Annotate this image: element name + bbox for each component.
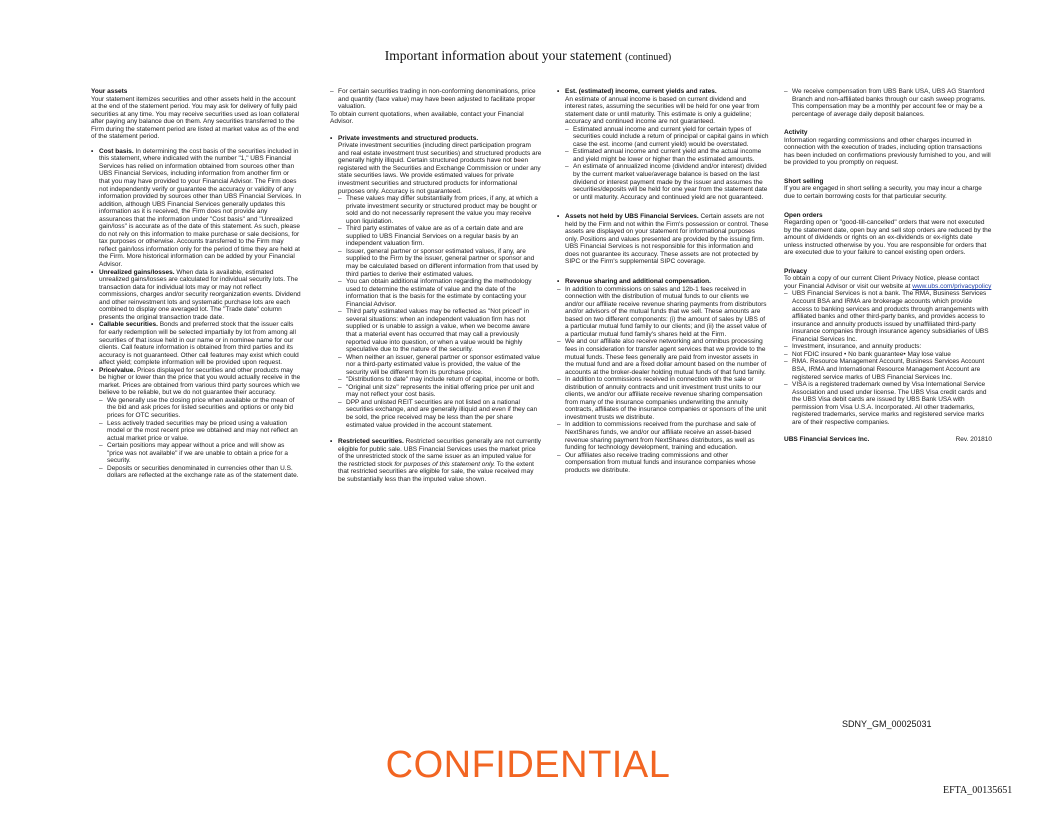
dash-item-price-3: – Certain positions may appear without a price and will show as "price was not available" if we are unable to obtain a price for a security. [99,442,301,465]
dash-item-privacy-3: – Not FDIC insured • No bank guarantee• May lose value [784,351,992,359]
bullet-estimated-income [557,88,769,201]
heading-activity: Activity [784,129,808,137]
heading-short-selling: Short selling [784,177,824,185]
bullet-unrealized [91,269,301,322]
section-activity [784,129,992,167]
paragraph-restricted-1: Restricted securities generally are not currently eligible for public sale. UBS Financial Services uses the market price of the unrestricted stock of the same issuer as an imputed value for the restricted stock [338,438,542,468]
bullet-assets-not-held [557,213,769,266]
confidential-stamp: CONFIDENTIAL [385,744,671,786]
heading-price-value: Price/value. [99,366,136,374]
section-open-orders [784,212,992,257]
dash-item-rev-4: – In addition to commissions received from the purchase and sale of NextShares funds, we and/or our affiliate receive an asset-based revenue sharing payment from NextShares distributors, as well as funding for technology development, training and education. [557,421,769,451]
paragraph-restricted-italic: for purposes of this statement only. [394,460,496,468]
section-short-selling [784,178,992,201]
dash-item-nonconforming: – For certain securities trading in non-conforming denominations, price and quantity (face value) may have been adjusted to facilitate proper valuation. [330,88,542,111]
column-3 [557,88,769,474]
dash-item-rev-2: – We and our affiliate also receive networking and omnibus processing fees in consideration for transfer agent services that we provide to the mutual funds. These fees generally are paid from investor assets in the mutual fund and are a fixed dollar amount based on the number of accounts at the broker-dealer holding mutual funds of that fund family. [557,338,769,376]
bullet-cost-basis [91,148,301,269]
dash-item-est-3: – An estimate of annualized income (dividend and/or interest) divided by the current market value/average balance is based on the last dividend or interest payment made by the issuer and assumes the securities/deposits will be held for one year from the statement date or until maturity. Accuracy and continued yield are not guaranteed. [565,163,769,201]
statement-footer [784,436,992,444]
dash-item-privacy-2: – Investment, insurance, and annuity products: [784,343,992,351]
heading-restricted: Restricted securities. [338,438,404,446]
paragraph-unrealized: When data is available, estimated unrealized gains/losses are calculated for individual security lots. The transaction data for individual lots may or may not reflect commissions, charges and/or security reorganization events. Dividend and other reinvestment lots and systematic purchase lots are each combined to display one averaged lot. The "Trade date" column presents the original transaction trade date. [99,268,301,321]
heading-revenue-sharing: Revenue sharing and additional compensation. [565,278,711,286]
page-title [0,48,1056,64]
revision-code: Rev. 201810 [955,436,992,444]
bullet-revenue-sharing [557,278,769,286]
heading-unrealized: Unrealized gains/losses. [99,268,175,276]
dash-item-est-2: – Estimated annual income and current yield and the actual income and yield might be lower or higher than the estimated amounts. [565,148,769,163]
bates-number: SDNY_GM_00025031 [842,719,932,729]
dash-item-private-6: – When neither an issuer, general partner or sponsor estimated value nor a third-party estimated value is provided, the value of the security will be different from its purchase price. [338,354,542,377]
page-title-continued: (continued) [625,52,672,63]
heading-callable: Callable securities. [99,321,158,329]
heading-assets-not-held: Assets not held by UBS Financial Services. [565,213,699,221]
dash-item-private-8: – "Original unit size" represents the initial offering price per unit and may not reflect your cost basis. [338,384,542,399]
dash-item-price-4: – Deposits or securities denominated in currencies other than U.S. dollars are reflected at the exchange rate as of the statement date. [99,465,301,480]
paragraph-activity: Information regarding commissions and other charges incurred in connection with the execution of trades, including option transactions has been included on confirmations previously furnished to you, and will be provided to you promptly on request. [784,136,991,167]
paragraph-assets-not-held: Certain assets are not held by the Firm and not within the Firm's possession or control. These assets are displayed on your statement for informational purposes only. Positions and values presented are provided by the issuing firm. UBS Financial Services is not responsible for this information and does not guarantee its accuracy. These assets are not protected by SIPC or the Firm's supplemental SIPC coverage. [565,213,769,266]
privacy-policy-link[interactable]: www.ubs.com/privacypolicy [912,282,992,290]
paragraph-price-value: Prices displayed for securities and other products may be higher or lower than the price that you would actually receive in the market. Prices are obtained from various third party sources which we believe to be reliable, but we do not guarantee their accuracy. [99,366,301,397]
column-2 [330,88,542,483]
firm-name: UBS Financial Services Inc. [784,436,870,444]
heading-estimated-income: Est. (estimated) income, current yields and rates. [565,88,717,95]
page-title-text: Important information about your statement [384,48,622,63]
dash-item-private-5: – Third party estimated values may be reflected as "Not priced" in several situations: when an independent valuation firm has not supplied or is unable to assign a value, when we become aware that a material event has occurred that may call a previously reported value into question, or when a value would be highly speculative due to the nature of the security. [338,308,542,353]
dash-item-rev-1: – In addition to commissions on sales and 12b-1 fees received in connection with the distribution of mutual funds to our clients we and/or our affiliate receive revenue sharing payments from distributors and/or advisors of the mutual funds that we sell. These amounts are based on two different components: (i) the amount of sales by UBS of a particular mutual fund family to our clients; and (ii) the asset value of a particular mutual fund family's shares held at the Firm. [557,286,769,339]
paragraph-cost-basis: In determining the cost basis of the securities included in this statement, where indicated with the number "1," UBS Financial Services has relied on information obtained from sources other than UBS Financial Services, including information from another firm or that you may have provided to your Financial Advisor. The Firm does not independently verify or guarantee the accuracy or validity of any information provided by sources other than UBS Financial Services. In addition, although UBS Financial Services generally updates this information as it is received, the Firm does not provide any assurances that the information under "Cost basis" and "Unrealized gain/loss" is accurate as of the date of this statement. As such, please do not rely on this information to make purchase or sale decisions, for tax purposes or otherwise. Accounts transferred to the Firm may reflect gain/loss information only for the period of time they are held at the Firm. More historical information can be added by your Financial Advisor. [99,147,301,269]
paragraph-private-investments: Private investment securities (including direct participation program and real estate investment trust securities) and structured products are generally highly illiquid. Certain structured products have not been registered with the Securities and Exchange Commission or under any state securities laws. We provide estimated values for private investment securities and structured products for informational purposes only. Accuracy is not guaranteed. [338,142,542,195]
column-1 [91,88,301,480]
heading-your-assets: Your assets [91,88,128,95]
paragraph-quotations: To obtain current quotations, when available, contact your Financial Advisor. [330,110,524,126]
dash-item-est-1: – Estimated annual income and current yield for certain types of securities could include a return of principal or capital gains in which case the est. income (and current yield) would be overstated. [565,126,769,149]
column-4 [784,88,992,444]
heading-private-investments: Private investments and structured products. [338,134,479,142]
paragraph-short-selling: If you are engaged in short selling a security, you may incur a charge due to certain borrowing costs for that particular security. [784,185,982,201]
paragraph-privacy-text: To obtain a copy of our current Client Privacy Notice, please contact your Financial Advisor or visit our website at [784,275,980,290]
dash-item-price-2: – Less actively traded securities may be priced using a valuation model or the most recent price we obtained and may not reflect an actual market price or value. [99,420,301,443]
dash-item-private-1: – These values may differ substantially from prices, if any, at which a private investment security or structured product may be bought or sold and do not necessarily represent the value you may receive upon liquidation. [338,195,542,225]
heading-cost-basis: Cost basis. [99,147,134,155]
dash-item-private-4: – You can obtain additional information regarding the methodology used to determine the estimate of value and the date of the information that is the basis for the estimate by contacting your Financial Advisor. [338,278,542,308]
section-privacy [784,268,992,426]
paragraph-estimated-income: An estimate of annual income is based on current dividend and interest rates, assuming the securities will be held for one year from statement date or until maturity. This estimate is only a guideline; accuracy and continued income are not guaranteed. [565,95,760,126]
bullet-callable [91,321,301,366]
heading-open-orders: Open orders [784,211,823,219]
bullet-price-value [91,367,301,480]
dash-item-privacy-1: – UBS Financial Services is not a bank. The RMA, Business Services Account BSA and IRMA are brokerage accounts which provide access to banking services and products through arrangements with affiliated banks and other third-party banks, and provides access to insurance and annuity products issued by unaffiliated third-party insurance companies through insurance agency subsidiaries of UBS Financial Services Inc. [784,290,992,343]
dash-item-private-7: – "Distributions to date" may include return of capital, income or both. [338,376,542,384]
dash-item-privacy-4: – RMA. Resource Management Account, Business Services Account BSA, IRMA and International Resource Management Account are registered service marks of UBS Financial Services Inc. [784,358,992,381]
dash-item-rev-5: – Our affiliates also receive trading commissions and other compensation from mutual funds and insurance companies whose products we distribute. [557,452,769,475]
dash-item-private-3: – Issuer, general partner or sponsor estimated values, if any, are supplied to the Firm by the issuer, general partner or sponsor and may be calculated based on different information from that used by third parties to derive their estimated values. [338,248,542,278]
dash-item-rev-3: – In addition to commissions received in connection with the sale or distribution of annuity contracts and unit investment trust units to our clients, we and/or our affiliate receive revenue sharing compensation from many of the insurance companies underwriting the annuity contracts, affiliates of the insurance companies or sponsors of the unit investment trusts we distribute. [557,376,769,421]
bullet-private-investments [330,135,542,429]
paragraph-privacy [784,275,992,290]
bullet-restricted [330,438,542,483]
paragraph-your-assets: Your statement itemizes securities and other assets held in the account at the end of the statement period. You may ask for delivery of fully paid securities at any time. You may receive securities used as loan collateral after paying any balance due on them. Any securities transferred to the Firm during the statement period are listed at market value as of the end of the statement period. [91,95,300,141]
dash-item-compensation: – We receive compensation from UBS Bank USA, UBS AG Stamford Branch and non-affiliated banks through our cash sweep programs. This compensation may be a monthly per account fee or may be a percentage of average daily deposit balances. [784,88,992,118]
dash-item-private-2: – Third party estimates of value are as of a certain date and are supplied to UBS Financial Services on a regular basis by an independent valuation firm. [338,225,542,248]
dash-item-privacy-5: – VISA is a registered trademark owned by Visa International Service Association and used under license. The UBS Visa credit cards and the UBS Visa debit cards are issued by UBS Bank USA with permission from Visa U.S.A. Incorporated. All other trademarks, registered trademarks, service marks and registered service marks are of their respective companies. [784,381,992,426]
heading-privacy: Privacy [784,267,808,275]
section-your-assets [91,88,301,141]
paragraph-restricted-2: To the extent that restricted securities are eligible for sale, the value received may be substantially less than the imputed value shown. [338,460,534,483]
dash-item-price-1: – We generally use the closing price when available or the mean of the bid and ask prices for listed securities and options or only bid prices for OTC securities. [99,397,301,420]
dash-item-private-9: – DPP and unlisted REIT securities are not listed on a national securities exchange, and are generally illiquid and even if they can be sold, the price received may be less than the per share estimated value provided in the account statement. [338,399,542,429]
paragraph-callable: Bonds and preferred stock that the issuer calls for early redemption will be selected impartially by lot from among all securities of that issue held in our name or in nominee name for our clients. Call feature information is obtained from third parties and its accuracy is not guaranteed. Other call features may exist which could affect yield; complete information will be provided upon request. [99,321,299,367]
paragraph-open-orders: Regarding open or "good-till-cancelled" orders that were not executed by the statement date, open buy and sell stop orders are reduced by the amount of dividends or rights on an ex-dividends or ex-rights date unless instructed otherwise by you. You are responsible for orders that are executed due to your failure to cancel existing open orders. [784,219,992,257]
efta-number: EFTA_00135651 [943,785,1013,796]
